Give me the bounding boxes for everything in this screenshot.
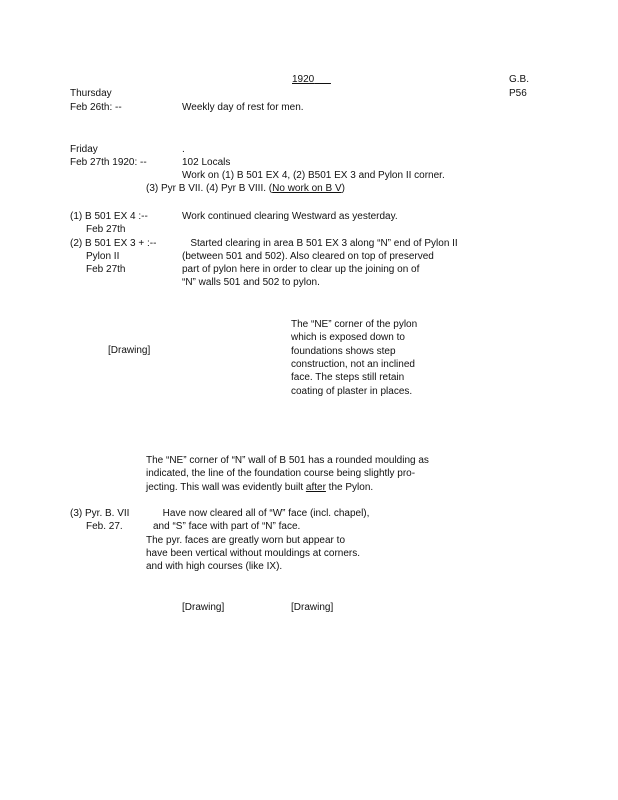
page-year xyxy=(292,74,331,86)
section3-line: Have now cleared all of “W” face (incl. chapel), xyxy=(146,508,370,519)
section2-line: “N” walls 501 and 502 to pylon. xyxy=(182,277,320,288)
section2-line: (between 501 and 502). Also cleared on top of preserved xyxy=(182,251,434,262)
section1-text: Work continued clearing Westward as yesterday. xyxy=(182,211,398,222)
pylon-note-line: foundations shows step xyxy=(291,346,396,357)
entry-text-feb26: Weekly day of rest for men. xyxy=(182,102,304,113)
moulding-note-line: The “NE” corner of “N” wall of B 501 has a rounded moulding as xyxy=(146,455,429,466)
moulding-note-line-3 xyxy=(146,482,373,494)
section3-date: Feb. 27. xyxy=(86,521,123,532)
section2-line: part of pylon here in order to clear up the joining on of xyxy=(182,264,420,275)
drawing-placeholder-3: [Drawing] xyxy=(291,602,334,613)
pylon-note-line: construction, not an inclined xyxy=(291,359,415,370)
entry-dot: . xyxy=(182,144,185,155)
section2-sub: Pylon II xyxy=(86,251,120,262)
drawing-placeholder-1: [Drawing] xyxy=(108,345,151,356)
moulding-note-underlined: after xyxy=(305,482,326,493)
entry-locals: 102 Locals xyxy=(182,157,231,168)
pylon-note-line: which is exposed down to xyxy=(291,332,405,343)
entry-date-feb26: Feb 26th: -- xyxy=(70,102,122,113)
section3-line: The pyr. faces are greatly worn but appear to xyxy=(146,535,345,546)
pylon-note-line: coating of plaster in places. xyxy=(291,386,413,397)
page-initials: G.B. xyxy=(509,74,530,85)
year-text: 1920 xyxy=(292,74,315,85)
section1-date: Feb 27th xyxy=(86,224,126,235)
section2-label: (2) B 501 EX 3 + :-- xyxy=(70,238,157,249)
entry-day-friday: Friday xyxy=(70,144,98,155)
moulding-note-end: the Pylon. xyxy=(325,482,374,493)
section1-label: (1) B 501 EX 4 :-- xyxy=(70,211,148,222)
work-line-2-start: (3) Pyr B VII. (4) Pyr B VIII. ( xyxy=(146,183,273,194)
section2-date: Feb 27th xyxy=(86,264,126,275)
pylon-note-line: The “NE” corner of the pylon xyxy=(291,319,418,330)
section3-line: have been vertical without mouldings at corners. xyxy=(146,548,361,559)
section3-line: and with high courses (like IX). xyxy=(146,561,283,572)
entry-work-line-2 xyxy=(146,183,345,195)
section2-line: Started clearing in area B 501 EX 3 along “N” end of Pylon II xyxy=(182,238,458,249)
entry-date-feb27: Feb 27th 1920: -- xyxy=(70,157,147,168)
drawing-placeholder-2: [Drawing] xyxy=(182,602,225,613)
entry-work-line: Work on (1) B 501 EX 4, (2) B501 EX 3 and Pylon II corner. xyxy=(182,170,445,181)
work-line-2-underlined: No work on B V xyxy=(272,183,342,194)
moulding-note-start: jecting. This wall was evidently built xyxy=(146,482,306,493)
work-line-2-end: ) xyxy=(341,183,345,194)
moulding-note-line: indicated, the line of the foundation course being slightly pro- xyxy=(146,468,416,479)
entry-day-thursday: Thursday xyxy=(70,88,112,99)
pylon-note-line: face. The steps still retain xyxy=(291,372,405,383)
section3-label: (3) Pyr. B. VII xyxy=(70,508,130,519)
page-reference: P56 xyxy=(509,88,527,99)
section3-line: and “S” face with part of “N” face. xyxy=(153,521,301,532)
